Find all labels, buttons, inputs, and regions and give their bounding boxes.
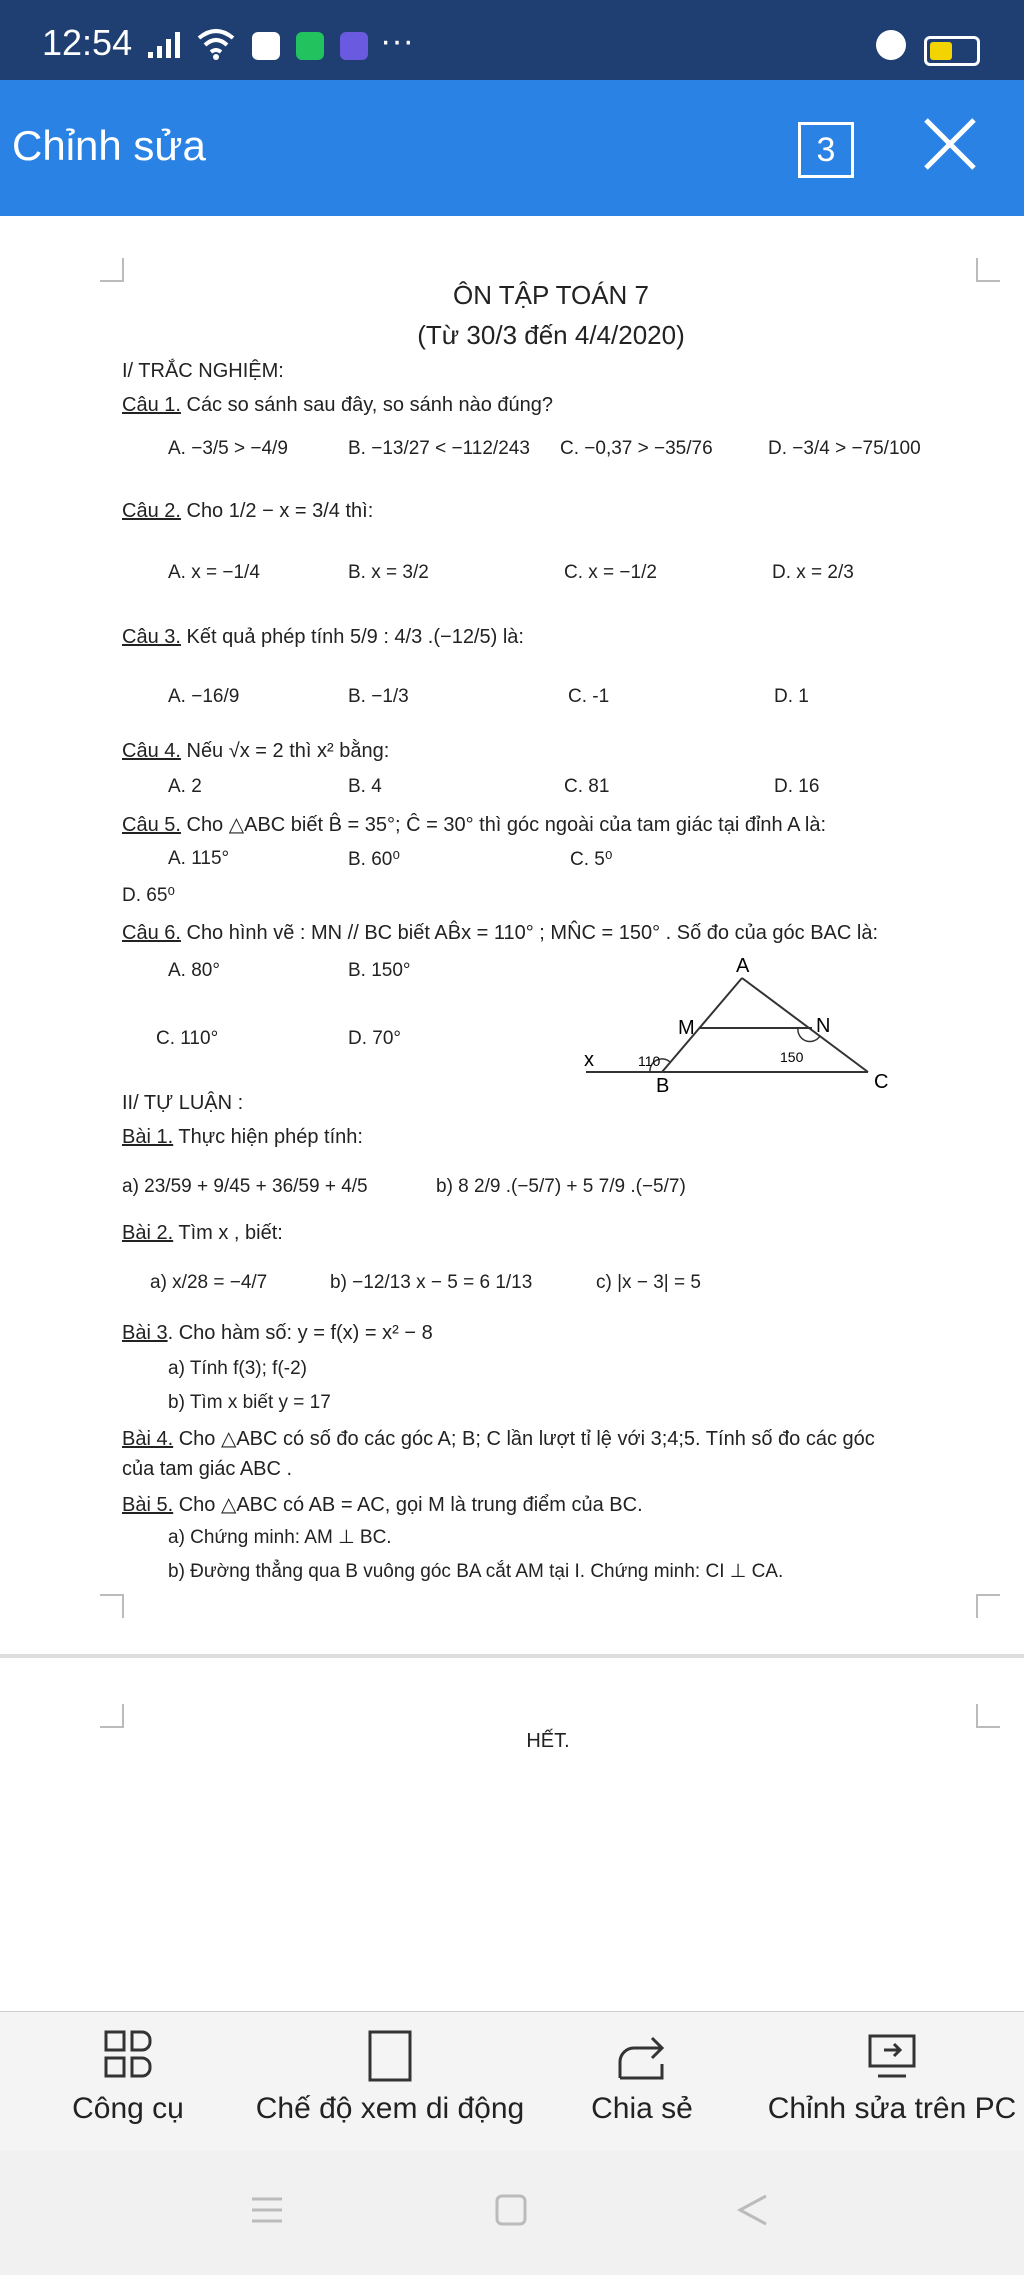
edit-on-pc-button[interactable]	[764, 2012, 1020, 2152]
q5-option-b: B. 60⁰	[348, 849, 400, 870]
page-corner-mark	[976, 1594, 1000, 1618]
exercise-2-c: c) |x − 3| = 5	[596, 1272, 701, 1293]
page-corner-mark	[100, 1594, 124, 1618]
exercise-1: Bài 1. Thực hiện phép tính:	[122, 1126, 363, 1148]
label-a: A	[736, 955, 750, 977]
wifi-icon	[196, 26, 236, 60]
bottom-toolbar	[0, 2011, 1024, 2152]
system-navigation-bar	[0, 2151, 1024, 2275]
question-1: Câu 1. Các so sánh sau đây, so sánh nào đúng?	[122, 394, 554, 416]
q4-option-b: B. 4	[348, 776, 382, 797]
q3-option-c: C. -1	[568, 686, 610, 707]
segment-ab	[662, 978, 742, 1072]
status-time: 12:54	[42, 22, 133, 63]
q2-option-c: C. x = −1/2	[564, 562, 657, 583]
edit-on-pc-icon	[864, 2028, 920, 2084]
exercise-3-a: a) Tính f(3); f(-2)	[168, 1358, 308, 1379]
question-5: Câu 5. Cho △ABC biết B̂ = 35°; Ĉ = 30° thì góc ngoài của tam giác tại đỉnh A là:	[122, 814, 827, 836]
mobile-view-icon	[362, 2028, 418, 2084]
share-label: Chia sẻ	[591, 2092, 693, 2125]
label-x: x	[584, 1049, 594, 1071]
q1-option-d: D. −3/4 > −75/100	[768, 438, 921, 459]
exercise-1-a: a) 23/59 + 9/45 + 36/59 + 4/5	[122, 1176, 368, 1197]
label-angle-150: 150	[780, 1049, 804, 1065]
label-c: C	[874, 1071, 889, 1093]
question-2: Câu 2. Cho 1/2 − x = 3/4 thì:	[122, 500, 374, 522]
exercise-1-b: b) 8 2/9 .(−5/7) + 5 7/9 .(−5/7)	[436, 1176, 686, 1197]
q2-option-d: D. x = 2/3	[772, 562, 854, 583]
q1-option-b: B. −13/27 < −112/243	[348, 438, 530, 459]
exercise-2-b: b) −12/13 x − 5 = 6 1/13	[330, 1272, 533, 1293]
q5-option-c: C. 5⁰	[570, 849, 613, 870]
alarm-icon	[876, 30, 906, 60]
more-notifications-icon: ···	[380, 22, 414, 60]
exercise-5: Bài 5. Cho △ABC có AB = AC, gọi M là trung điểm của BC.	[122, 1494, 643, 1516]
edit-on-pc-label: Chỉnh sửa trên PC	[767, 2092, 1017, 2125]
q5-option-a: A. 115°	[168, 848, 230, 869]
home-icon[interactable]	[494, 2193, 528, 2227]
exercise-2-a: a) x/28 = −4/7	[150, 1272, 268, 1293]
question-3: Câu 3. Kết quả phép tính 5/9 : 4/3 .(−12/5) là:	[122, 626, 524, 648]
section-essay: II/ TỰ LUẬN :	[122, 1092, 244, 1114]
header-title: Chỉnh sửa	[12, 122, 206, 169]
battery-icon	[924, 36, 980, 66]
q6-option-a: A. 80°	[168, 960, 220, 981]
q6-option-d: D. 70°	[348, 1028, 402, 1049]
page-divider	[0, 1654, 1024, 1658]
q1-option-a: A. −3/5 > −4/9	[168, 438, 288, 459]
page-corner-mark	[976, 1704, 1000, 1728]
q6-option-c: C. 110°	[156, 1028, 219, 1049]
page-corner-mark	[976, 258, 1000, 282]
exercise-5-b: b) Đường thẳng qua B vuông góc BA cắt AM tại I. Chứng minh: CI ⊥ CA.	[168, 1561, 784, 1582]
question-4: Câu 4. Nếu √x = 2 thì x² bằng:	[122, 740, 390, 762]
label-angle-110: 110	[638, 1053, 661, 1069]
photo-notification-icon	[340, 32, 368, 60]
q4-option-d: D. 16	[774, 776, 820, 797]
back-icon[interactable]	[736, 2193, 770, 2227]
exercise-3-b: b) Tìm x biết y = 17	[168, 1392, 331, 1413]
tools-icon	[100, 2028, 156, 2084]
q3-option-b: B. −1/3	[348, 686, 409, 707]
label-m: M	[678, 1017, 695, 1039]
app-notification-icon	[252, 32, 280, 60]
exercise-3: Bài 3. Cho hàm số: y = f(x) = x² − 8	[122, 1322, 433, 1344]
page-count-button[interactable]: 3	[798, 122, 854, 178]
page-corner-mark	[100, 258, 124, 282]
q2-option-a: A. x = −1/4	[168, 562, 260, 583]
end-text: HẾT.	[526, 1730, 570, 1752]
chat-notification-icon	[296, 32, 324, 60]
q5-option-d: D. 65⁰	[122, 885, 176, 906]
segment-ac	[742, 978, 868, 1072]
exercise-5-a: a) Chứng minh: AM ⊥ BC.	[168, 1527, 392, 1548]
section-multiple-choice: I/ TRẮC NGHIỆM:	[122, 360, 284, 382]
label-b: B	[656, 1075, 670, 1097]
close-icon[interactable]	[920, 114, 980, 174]
share-icon	[614, 2028, 670, 2084]
status-bar	[0, 0, 1024, 80]
q4-option-a: A. 2	[168, 776, 202, 797]
q2-option-b: B. x = 3/2	[348, 562, 429, 583]
q3-option-d: D. 1	[774, 686, 809, 707]
q3-option-a: A. −16/9	[168, 686, 240, 707]
app-header	[0, 80, 1024, 216]
q1-option-c: C. −0,37 > −35/76	[560, 438, 713, 459]
q4-option-c: C. 81	[564, 776, 610, 797]
exercise-4: Bài 4. Cho △ABC có số đo các góc A; B; C lần lượt tỉ lệ với 3;4;5. Tính số đo các góc	[122, 1428, 875, 1450]
document-subtitle: (Từ 30/3 đến 4/4/2020)	[417, 320, 685, 350]
page-corner-mark	[100, 1704, 124, 1728]
exercise-2: Bài 2. Tìm x , biết:	[122, 1222, 283, 1244]
q6-option-b: B. 150°	[348, 960, 411, 981]
mobile-view-label: Chế độ xem di động	[255, 2092, 525, 2125]
share-button[interactable]	[572, 2012, 712, 2152]
document-title: ÔN TẬP TOÁN 7	[452, 280, 650, 310]
label-n: N	[816, 1015, 831, 1037]
mobile-view-button[interactable]	[240, 2012, 540, 2152]
tools-button[interactable]	[40, 2012, 216, 2152]
tools-label: Công cụ	[72, 2092, 184, 2125]
menu-icon[interactable]	[250, 2193, 284, 2227]
geometry-figure	[570, 952, 900, 1112]
document-view[interactable]	[0, 216, 1024, 2011]
signal-icon	[146, 30, 186, 60]
question-6: Câu 6. Cho hình vẽ : MN // BC biết AB̂x = 110° ; MN̂C = 150° . Số đo của góc BAC là:	[122, 922, 879, 944]
exercise-4-line2: của tam giác ABC .	[122, 1458, 293, 1480]
